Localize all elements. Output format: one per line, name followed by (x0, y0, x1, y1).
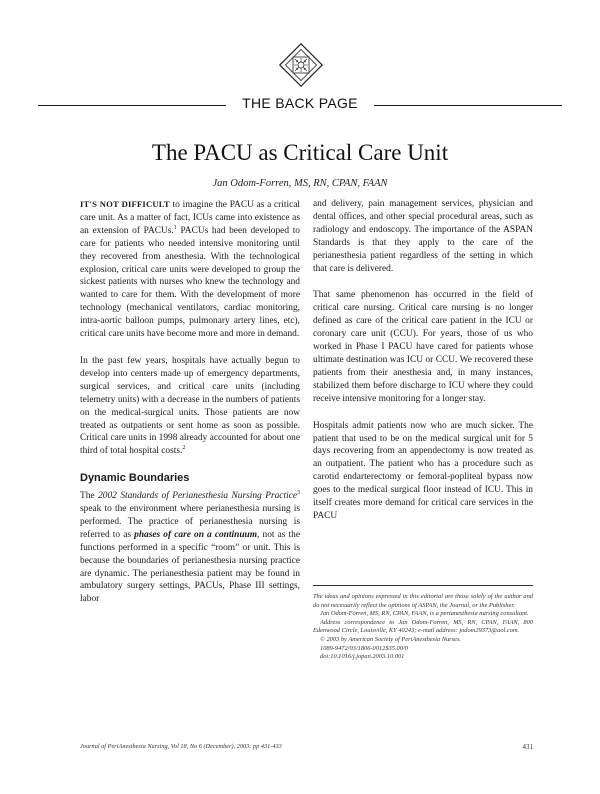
footnote-issn: 1089-9472/03/1806-0012$35.00/0 (320, 644, 408, 652)
journal-citation: Journal of PeriAnesthesia Nursing, Vol 18, No 6 (December), 2003: pp 431-433 (80, 743, 282, 750)
journal-logo (278, 42, 324, 88)
header-rule-right (374, 105, 562, 106)
citation-3: 3 (297, 490, 300, 496)
section-heading: Dynamic Boundaries (80, 472, 190, 485)
citation-1: 1 (173, 224, 177, 231)
article-author: Jan Odom-Forren, MS, RN, CPAN, FAAN (212, 178, 388, 189)
section-title: THE BACK PAGE (242, 95, 358, 111)
right-column (313, 198, 533, 523)
paragraph-2: In the past few years, hospitals have actually begun to develop into centers made up of emergency departments, surgical services, and critical care units (including telemetry units) with a decrease in the numbers of patients on the medical-surgical units. Those patients are now treated as outpatients or sent home as soon as possible. Critical care units in 1998 already accounted for about one third of total hospital costs.$^2$ (80, 355, 300, 457)
paragraph-4: and delivery, pain management services, physician and dental offices, and other special procedural areas, such as radiology and endoscopy. The importance of the ASPAN Standards is that they apply to the care of the perianesthesia patient regardless of the setting in which that care is delivered. (313, 199, 533, 274)
article-title: The PACU as Critical Care Unit (151, 140, 449, 165)
citation-2: 2 (182, 445, 186, 452)
footnote-address: Address correspondence to Jan Odom-Forren, MS, RN, CPAN, FAAN, 800 Edenwood Circle, Louisville, KY 40243; e-mail address: jodom29373@aol.com. (313, 618, 533, 635)
page-footer (80, 743, 533, 750)
paragraph-1: IT'S NOT DIFFICULT to imagine the PACU as a critical care unit. As a matter of fact, ICUs came into existence as an extension of PACUs.$^1$ PACUs had been developed to care for patients who needed intensive monitoring until they recovered from anesthesia. With the technological explosion, critical care units were developed to group the sickest patients with nurses who knew the technology and wanted to care for them. With the development of more technology (mechanical ventilators, cardiac monitoring, intra-aortic balloon pumps, pulmonary artery lines, etc), critical care units have become more and more in demand. (80, 199, 300, 340)
footnote-disclaimer: The ideas and opinions expressed in this editorial are those solely of the author and do not necessarily reflect the opinions of ASPAN, the Journal, or the Publisher. (313, 593, 533, 609)
paragraph-6: Hospitals admit patients now who are much sicker. The patient that used to be on the medical surgical unit for 5 days recovering from an appendectomy is now treated as an outpatient. The patient who has a procedure such as carotid endarterectomy or femoral-popliteal bypass now goes to the medical surgical floor instead of ICU. This in itself creates more demand for critical care services in the PACU (313, 420, 533, 521)
paragraph-5: That same phenomenon has occurred in the field of critical care nursing. Critical care nursing is no longer defined as care of the critical care patient in the ICU or coronary care unit (CCU). For years, those of us who worked in Phase I PACU have cared for patients whose ultimate destination was ICU or CCU. We recovered these patients from their anesthesia and, in many instances, stabilized them before discharge to ICU where they could receive intensive monitoring for a longer stay. (313, 290, 533, 404)
left-column (80, 198, 300, 606)
footnote-copyright: © 2003 by American Society of PeriAnesthesia Nurses. (320, 635, 462, 643)
author-footnote (313, 585, 533, 662)
header-rule-left (38, 105, 226, 106)
page-number: 431 (522, 743, 533, 751)
paragraph-3: The 2002 Standards of Perianesthesia Nursing Practice$^3$ speak to the environment where perianesthesia nursing is performed. The practice of perianesthesia nursing is referred to as phases of care on a continuum, not as the functions performed in a specific “room” or unit. This is because the boundaries of perianesthesia nursing practice are dynamic. The perianesthesia patient may be found in ambulatory surgery settings, PACUs, Phase III settings, labor (80, 490, 300, 605)
footnote-doi: doi:10.1016/j.jopan.2003.10.001 (320, 653, 405, 661)
lead-in: IT'S NOT DIFFICULT (80, 199, 170, 209)
footnote-author: Jan Odom-Forren, MS, RN, CPAN, FAAN, is a perianesthesia nursing consultant. (320, 610, 529, 618)
